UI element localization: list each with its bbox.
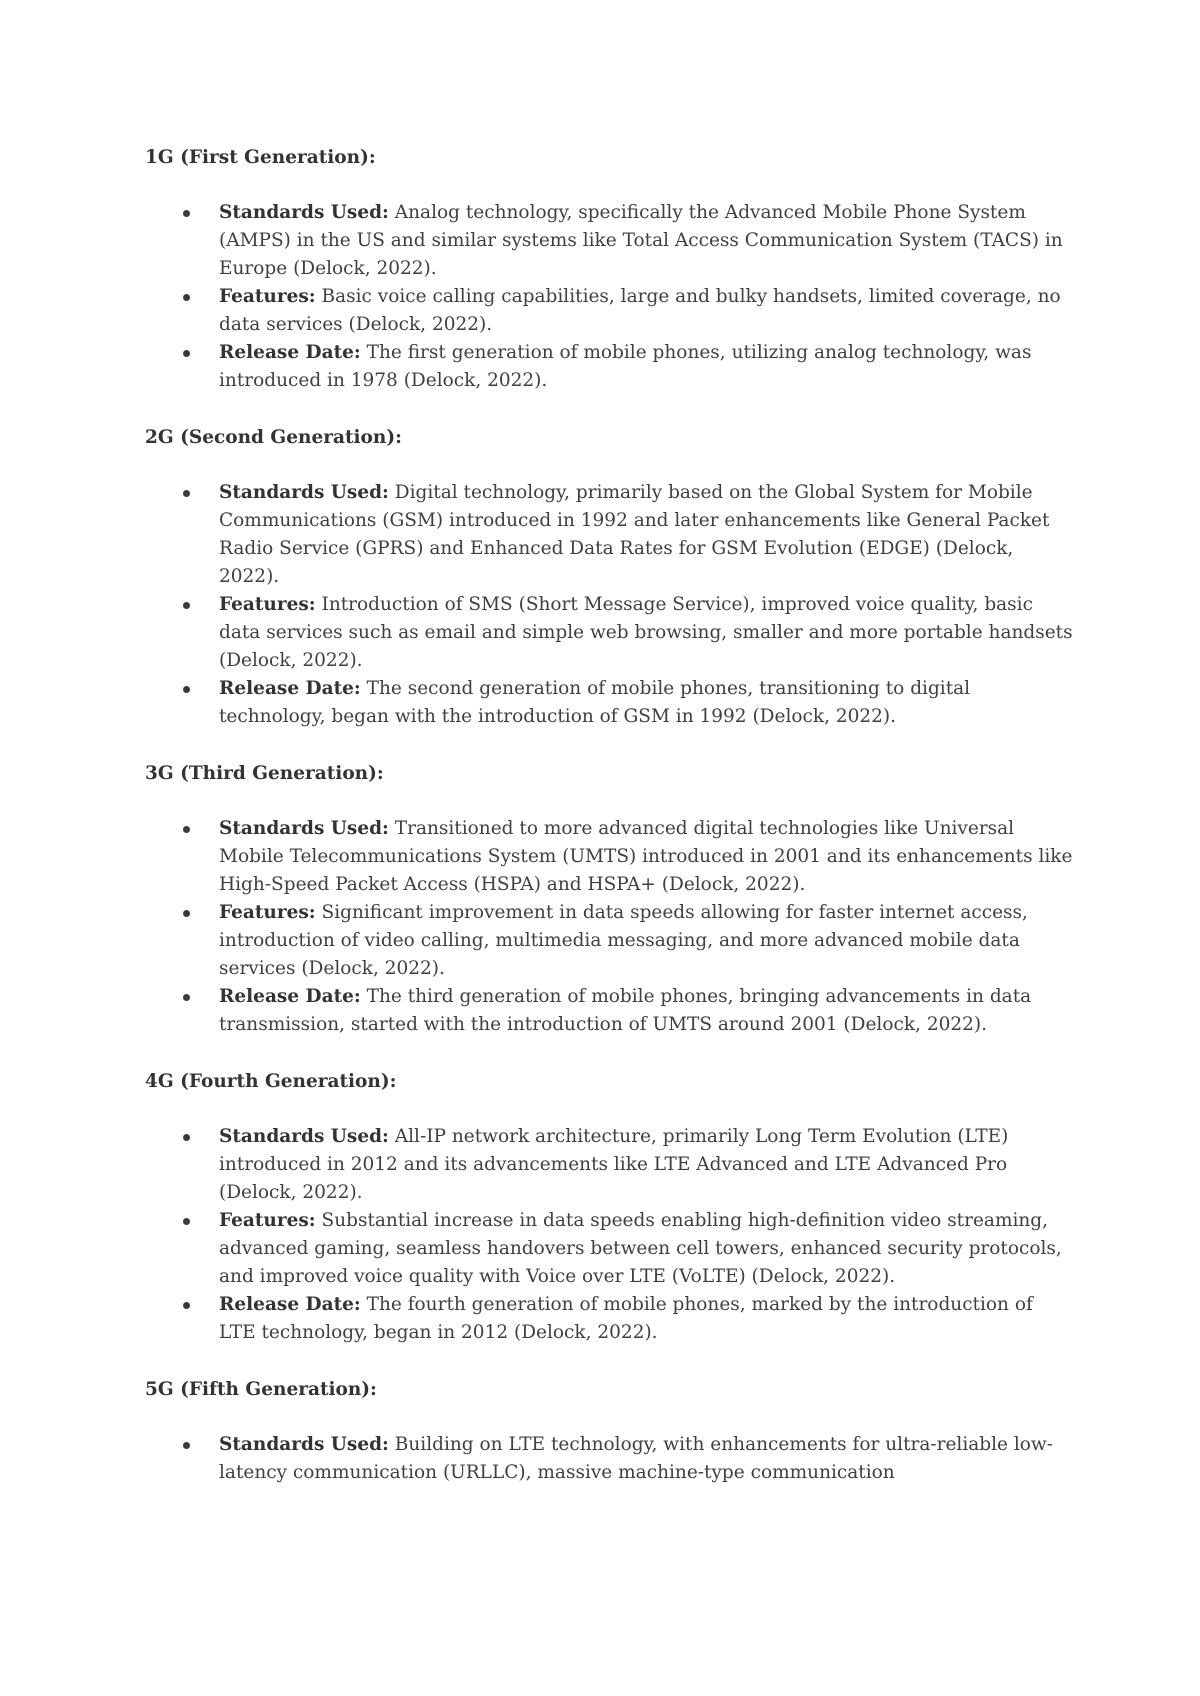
list-item <box>145 1123 1075 1207</box>
item-label: Features: <box>219 1210 316 1231</box>
list-item <box>145 199 1075 283</box>
section-heading: 2G (Second Generation): <box>145 427 402 448</box>
list-item <box>145 591 1075 675</box>
item-label: Features: <box>219 286 316 307</box>
item-label: Release Date: <box>219 1294 361 1315</box>
list-item <box>145 899 1075 983</box>
bullet-list <box>145 199 1075 395</box>
list-item <box>145 339 1075 395</box>
bullet-list <box>145 1123 1075 1347</box>
bullet-icon <box>183 350 190 357</box>
item-text: Transitioned to more advanced digital technologies like Universal Mobile Telecommunications System (UMTS) introduced in 2001 and its enhancements like High-Speed Packet Access (HSPA) and HSPA+ (Delock, 2022). <box>219 818 1073 895</box>
item-label: Standards Used: <box>219 202 389 223</box>
item-text: Substantial increase in data speeds enabling high-definition video streaming, advanced gaming, seamless handovers between cell towers, enhanced security protocols, and improved voice quality with Voice over LTE (VoLTE) (Delock, 2022). <box>219 1210 1062 1287</box>
bullet-icon <box>183 1218 190 1225</box>
bullet-icon <box>183 686 190 693</box>
bullet-icon <box>183 602 190 609</box>
section-heading: 5G (Fifth Generation): <box>145 1379 377 1400</box>
bullet-icon <box>183 1302 190 1309</box>
item-label: Standards Used: <box>219 1126 389 1147</box>
bullet-icon <box>183 1134 190 1141</box>
bullet-icon <box>183 994 190 1001</box>
bullet-list <box>145 1431 1075 1487</box>
section-heading: 3G (Third Generation): <box>145 763 384 784</box>
item-label: Release Date: <box>219 986 361 1007</box>
section-1g <box>145 144 1075 395</box>
list-item <box>145 1291 1075 1347</box>
item-label: Features: <box>219 594 316 615</box>
item-label: Features: <box>219 902 316 923</box>
list-item <box>145 983 1075 1039</box>
item-text: Digital technology, primarily based on the Global System for Mobile Communications (GSM) introduced in 1992 and later enhancements like General Packet Radio Service (GPRS) and Enhanced Data Rates for GSM Evolution (EDGE) (Delock, 2022). <box>219 482 1050 587</box>
item-text: All-IP network architecture, primarily Long Term Evolution (LTE) introduced in 2012 and its advancements like LTE Advanced and LTE Advanced Pro (Delock, 2022). <box>219 1126 1009 1203</box>
item-text: Analog technology, specifically the Advanced Mobile Phone System (AMPS) in the US and similar systems like Total Access Communication System (TACS) in Europe (Delock, 2022). <box>219 202 1063 279</box>
item-text: The third generation of mobile phones, bringing advancements in data transmission, started with the introduction of UMTS around 2001 (Delock, 2022). <box>219 986 1032 1035</box>
list-item <box>145 479 1075 591</box>
bullet-list <box>145 479 1075 731</box>
item-label: Standards Used: <box>219 818 389 839</box>
bullet-icon <box>183 910 190 917</box>
item-label: Standards Used: <box>219 482 389 503</box>
section-heading: 4G (Fourth Generation): <box>145 1071 397 1092</box>
bullet-icon <box>183 490 190 497</box>
item-label: Standards Used: <box>219 1434 389 1455</box>
item-text: Building on LTE technology, with enhancements for ultra-reliable low-latency communication (URLLC), massive machine-type communication <box>219 1434 1054 1483</box>
list-item <box>145 815 1075 899</box>
list-item <box>145 1207 1075 1291</box>
item-label: Release Date: <box>219 342 361 363</box>
section-3g <box>145 760 1075 1039</box>
item-text: The first generation of mobile phones, utilizing analog technology, was introduced in 1978 (Delock, 2022). <box>219 342 1032 391</box>
list-item <box>145 1431 1075 1487</box>
item-label: Release Date: <box>219 678 361 699</box>
section-4g <box>145 1068 1075 1347</box>
bullet-icon <box>183 826 190 833</box>
section-heading: 1G (First Generation): <box>145 147 376 168</box>
section-2g <box>145 424 1075 731</box>
bullet-list <box>145 815 1075 1039</box>
item-text: The second generation of mobile phones, transitioning to digital technology, began with the introduction of GSM in 1992 (Delock, 2022). <box>219 678 971 727</box>
document-body <box>145 144 1075 1516</box>
bullet-icon <box>183 210 190 217</box>
item-text: Basic voice calling capabilities, large and bulky handsets, limited coverage, no data services (Delock, 2022). <box>219 286 1061 335</box>
bullet-icon <box>183 1442 190 1449</box>
item-text: Significant improvement in data speeds allowing for faster internet access, introduction of video calling, multimedia messaging, and more advanced mobile data services (Delock, 2022). <box>219 902 1028 979</box>
list-item <box>145 283 1075 339</box>
item-text: The fourth generation of mobile phones, marked by the introduction of LTE technology, began in 2012 (Delock, 2022). <box>219 1294 1033 1343</box>
section-5g <box>145 1376 1075 1487</box>
bullet-icon <box>183 294 190 301</box>
list-item <box>145 675 1075 731</box>
item-text: Introduction of SMS (Short Message Service), improved voice quality, basic data services such as email and simple web browsing, smaller and more portable handsets (Delock, 2022). <box>219 594 1073 671</box>
